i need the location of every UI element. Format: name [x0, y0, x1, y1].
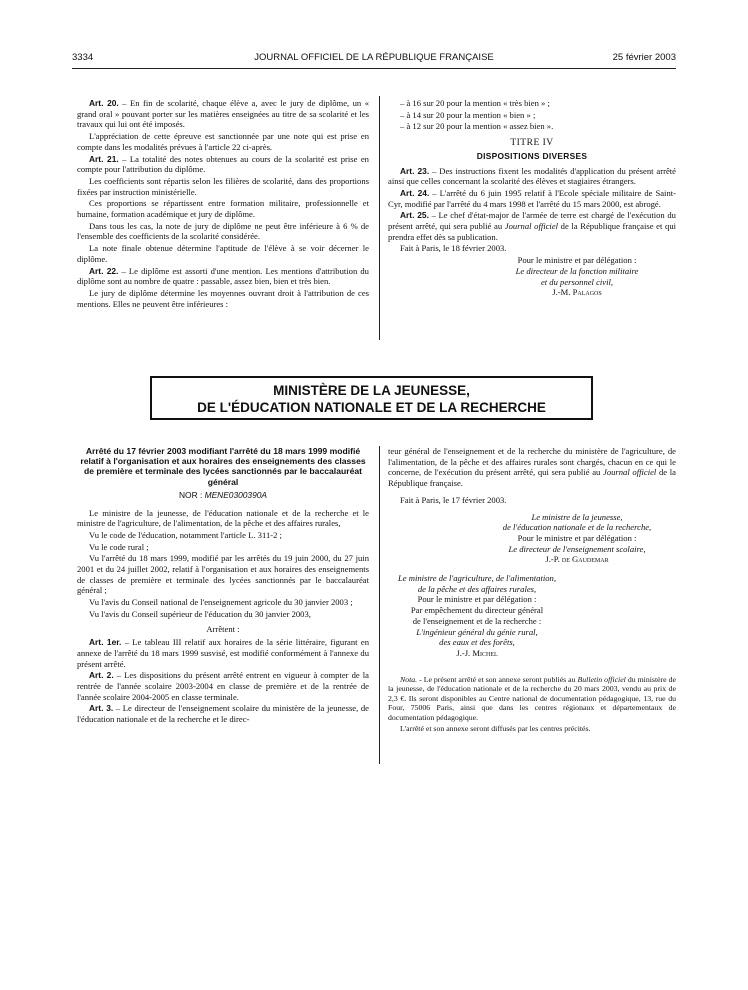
ministry-heading-box	[150, 376, 593, 420]
art20: Art. 20. – En fin de scolarité, chaque élève a, avec le jury de diplôme, un « grand oral » pouvant porter sur les matières enseignées au titre de sa scolarité et les travaux qui lui ont été imposés.	[77, 98, 369, 130]
mention-3: – à 12 sur 20 pour la mention « assez bien ».	[400, 121, 554, 132]
signature-date: Fait à Paris, le 18 février 2003.	[400, 243, 507, 254]
journal-title: JOURNAL OFFICIEL DE LA RÉPUBLIQUE FRANÇAISE	[254, 52, 494, 63]
mention-2: – à 14 sur 20 pour la mention « bien » ;	[400, 109, 536, 120]
art1: Art. 1er. – Le tableau III relatif aux horaires de la série littéraire, figurant en annexe de l'arrêté du 18 mars 1999 susvisé, est modifié conformément à l'annexe du présent arrêté.	[77, 637, 369, 669]
preamble: Le ministre de la jeunesse, de l'éducation nationale et de la recherche et le ministre de l'agriculture, de l'alimentation, de la pêche et des affaires rurales,	[77, 507, 369, 529]
signatory-name: J.-M. Palagos	[552, 287, 602, 298]
left-column-top	[77, 98, 369, 310]
page-number: 3334	[72, 52, 94, 63]
art25: Art. 25. – Le chef d'état-major de l'armée de terre est chargé de l'exécution du présent arrêté, qui sera publié au Journal officiel de la République française et qui prendra effet dès sa publication.	[388, 210, 676, 242]
art21-p2: Les coefficients sont répartis selon les filières de scolarité, dans des proportions fixées par instruction ministérielle.	[77, 175, 369, 197]
section-subtitle: DISPOSITIONS DIVERSES	[476, 150, 588, 161]
nor-reference: NOR : MENE0300390A	[179, 489, 267, 500]
art21-p3: Ces proportions se répartissent entre formation militaire, professionnelle et humaine, formation académique et jury de diplôme.	[77, 198, 369, 220]
issue-date: 25 février 2003	[612, 52, 676, 63]
signature-block-education: Le ministre de la jeunesse, de l'éducation nationale et de la recherche, Pour le ministre et par délégation : Le directeur de l'enseignement scolaire, J.-P. de Gaudemar	[478, 512, 676, 566]
header-rule	[72, 68, 676, 69]
art3-continued: teur général de l'enseignement et de la recherche du ministère de l'agriculture, de l'alimentation, de la pêche et des affaires rurales sont chargés, chacun en ce qui le concerne, de l'exécution du présent arrêté, qui sera publié au Journal officiel de la République française.	[388, 446, 676, 489]
arretent: Arrêtent :	[206, 623, 240, 634]
art21-p5: La note finale obtenue détermine l'aptitude de l'élève à se voir décerner le diplôme.	[77, 243, 369, 264]
signatory-name: J.-J. Michel	[456, 647, 498, 658]
mention-1: – à 16 sur 20 pour la mention « très bien » ;	[400, 98, 550, 108]
art22: Art. 22. – Le diplôme est assorti d'une mention. Les mentions d'attribution du diplôme sont au nombre de quatre : passable, assez bien, bien et très bien.	[77, 265, 369, 287]
art21-p4: Dans tous les cas, la note de jury de diplôme ne peut être inférieure à 6 % de l'ensemble des coefficients de la scolarité considérée.	[77, 220, 369, 242]
art22-p2: Le jury de diplôme détermine les moyennes ouvrant droit à l'attribution de ces mentions. Elles ne peuvent être inférieures :	[77, 287, 369, 309]
art24: Art. 24. – L'arrêté du 6 juin 1995 relatif à l'Ecole spéciale militaire de Saint-Cyr, modifié par l'arrêté du 4 mars 1998 et l'arrêté du 15 mars 2000, est abrogé.	[388, 187, 676, 209]
right-column-top	[388, 98, 676, 298]
column-divider-top	[379, 96, 380, 340]
nota: Nota. - Le présent arrêté et son annexe seront publiés au Bulletin officiel du ministère de la jeunesse, de l'éducation nationale et de la recherche du 20 mars 2003, vendu au prix de 2,3 €. Ils seront disponibles au Centre national de documentation pédagogique, 13, rue du Four, 75006 Paris, ainsi que dans les centres régionaux et départementaux de documentation pédagogique.	[388, 674, 676, 723]
art3: Art. 3. – Le directeur de l'enseignement scolaire du ministère de la jeunesse, de l'éducation nationale et de la recherche et le direc-	[77, 703, 369, 725]
nota-p2: L'arrêté et son annexe seront diffusés par les centres précités.	[400, 723, 591, 733]
art21: Art. 21. – La totalité des notes obtenues au cours de la scolarité est prise en compte pour l'attribution du diplôme.	[77, 153, 369, 175]
decree-title: Arrêté du 17 février 2003 modifiant l'arrêté du 18 mars 1999 modifié relatif à l'organisation et aux horaires des enseignements des classes de première et terminale des lycées sanctionnés par le baccalauréat général	[80, 446, 366, 487]
right-column-bottom	[388, 446, 676, 734]
art20-p2: L'appréciation de cette épreuve est sanctionnée par une note qui est prise en compte dans les modalités prévues à l'article 22 ci-après.	[77, 131, 369, 152]
signature-date-2: Fait à Paris, le 17 février 2003.	[400, 494, 507, 505]
ministry-line-1: MINISTÈRE DE LA JEUNESSE,	[273, 383, 470, 398]
signatory-name: J.-P. de Gaudemar	[545, 554, 609, 565]
art23: Art. 23. – Des instructions fixent les modalités d'application du présent arrêté ainsi que celles concernant la scolarité des élèves et stagiaires étrangers.	[388, 165, 676, 187]
signature-block-agriculture: Le ministre de l'agriculture, de l'alimentation, de la pêche et des affaires rurales, Pour le ministre et par délégation : Par empêchement du directeur général de l'enseignement et de la recherche : L'ingénieur général du génie rural, des eaux et des forêts, J.-J. Michel	[388, 573, 566, 659]
art2: Art. 2. – Les dispositions du présent arrêté entrent en vigueur à compter de la rentrée de l'année scolaire 2003-2004 en classe de première et de la rentrée de l'année scolaire 2004-2005 en classe terminale.	[77, 670, 369, 702]
titre-heading: TITRE IV	[510, 138, 554, 149]
left-column-bottom: Arrêté du 17 février 2003 modifiant l'arrêté du 18 mars 1999 modifié relatif à l'organisation et aux horaires des enseignements des classes de première et terminale des lycées sanctionnés par le baccalauréat général NOR : MENE0300390A Le ministre de la jeunesse, de l'éducation nationale et de la recherche et le ministre de l'agriculture, de l'alimentation, de la pêche et des affaires rurales, Vu le code de l'éducation, notamment l'article L. 311-2 ; Vu le code rural ; Vu l'arrêté du 18 mars 1999, modifié par les arrêtés du 19 juin 2000, du 27 juin 2001 et du 24 juillet 2002, relatif à l'organisation et aux horaires des enseignements de classes de première et terminale des lycées sanctionnés par le baccalauréat général ; Vu l'avis du Conseil national de l'enseignement agricole du 30 janvier 2003 ; Vu l'avis du Conseil supérieur de l'éducation du 30 janvier 2003, Arrêtent : Art. 1er. – Le tableau III relatif aux horaires de la série littéraire, figurant en annexe de l'arrêté du 18 mars 1999 susvisé, est modifié conformément à l'annexe du présent arrêté. Art. 2. – Les dispositions du présent arrêté entrent en vigueur à compter de la rentrée de l'année scolaire 2003-2004 en classe de première et de la rentrée de l'année scolaire 2004-2005 en classe terminale. Art. 3. – Le directeur de l'enseignement scolaire du ministère de la jeunesse, de l'éducation nationale et de la recherche et le direc-	[77, 446, 369, 725]
ministry-line-2: DE L'ÉDUCATION NATIONALE ET DE LA RECHERCHE	[197, 400, 546, 415]
signature-block: Pour le ministre et par délégation : Le directeur de la fonction militaire et du personnel civil, J.-M. Palagos	[478, 255, 676, 298]
page-header	[72, 52, 676, 66]
column-divider-bottom	[379, 446, 380, 764]
